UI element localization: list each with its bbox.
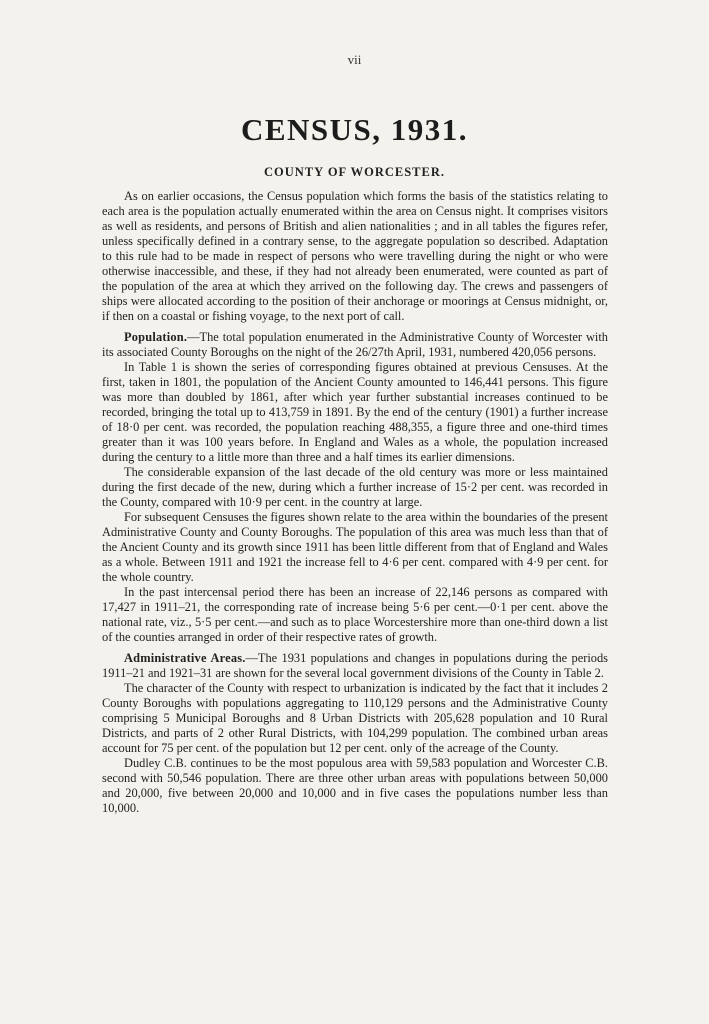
paragraph-dudley-worcester: Dudley C.B. continues to be the most populous area with 59,583 population and Worcester C.B. second with 50,546 population. There are three other urban areas with populations between 50,000 and 20,000, five between 20,000 and 10,000 and in five cases the populations number less than 10,000. xyxy=(102,756,608,815)
body-text xyxy=(102,189,608,816)
document-subtitle: COUNTY OF WORCESTER. xyxy=(263,165,446,179)
page-number: vii xyxy=(347,52,362,67)
section-heading-administrative-areas: Administrative Areas. xyxy=(124,651,246,665)
paragraph-population: Population.—The total population enumerated in the Administrative County of Worcester with its associated County Boroughs on the night of the 26/27th April, 1931, numbered 420,056 persons. xyxy=(102,330,608,359)
document-title: CENSUS, 1931. xyxy=(240,112,469,147)
paragraph-table-1: In Table 1 is shown the series of corresponding figures obtained at previous Censuses. At the first, taken in 1801, the population of the Ancient County amounted to 146,441 persons. This figure was more than doubled by 1861, after which year further substantial increases continued to be recorded, bringing the total up to 413,759 in 1891. By the end of the century (1901) a further increase of 18·0 per cent. was recorded, the population reaching 488,355, a figure three and one-third times greater than it was 100 years before. In England and Wales as a whole, the population increased during the century to a little more than three and a half times its earlier dimensions. xyxy=(102,360,608,464)
section-heading-population: Population. xyxy=(124,330,188,344)
paragraph-administrative-areas: Administrative Areas.—The 1931 populations and changes in populations during the periods 1911–21 and 1921–31 are shown for the several local government divisions of the County in Table 2. xyxy=(102,651,608,680)
paragraph-urbanization: The character of the County with respect to urbanization is indicated by the fact that it includes 2 County Boroughs with populations aggregating to 110,129 persons and the Administrative County comprising 5 Municipal Boroughs and 8 Urban Districts with 205,628 population and 10 Rural Districts, and parts of 2 other Rural Districts, with 104,299 population. The combined urban areas account for 75 per cent. of the population but 12 per cent. only of the acreage of the County. xyxy=(102,681,608,755)
paragraph-census-basis: As on earlier occasions, the Census population which forms the basis of the statistics relating to each area is the population actually enumerated within the area on Census night. It comprises visitors as well as residents, and persons of British and alien nationalities ; and in all tables the figures refer, unless specifically defined in a contrary sense, to the aggregate population so described. Adaptation to this rule had to be made in respect of persons who were travelling during the night or who were otherwise inaccessible, and these, if they had not already been enumerated, were counted as part of the population of the area at which they arrived on the following day. The crews and passengers of ships were allocated according to the position of their anchorage or moorings at Census midnight, or, if then on a coastal or fishing voyage, to the next port of call. xyxy=(102,189,608,323)
paragraph-intercensal-period: In the past intercensal period there has been an increase of 22,146 persons as compared with 17,427 in 1911–21, the corresponding rate of increase being 5·6 per cent.—0·1 per cent. above the national rate, viz., 5·5 per cent.—and such as to place Worcestershire more than one-third down a list of the counties arranged in order of their respective rates of growth. xyxy=(102,585,608,644)
paragraph-subsequent-censuses: For subsequent Censuses the figures shown relate to the area within the boundaries of the present Administrative County and County Boroughs. The population of this area was much less than that of the Ancient County and its growth since 1911 has been little different from that of England and Wales as a whole. Between 1911 and 1921 the increase fell to 4·6 per cent. compared with 4·9 per cent. for the whole country. xyxy=(102,510,608,584)
paragraph-expansion: The considerable expansion of the last decade of the old century was more or less maintained during the first decade of the new, during which a further increase of 15·2 per cent. was recorded in the County, compared with 10·9 per cent. in the country at large. xyxy=(102,465,608,509)
